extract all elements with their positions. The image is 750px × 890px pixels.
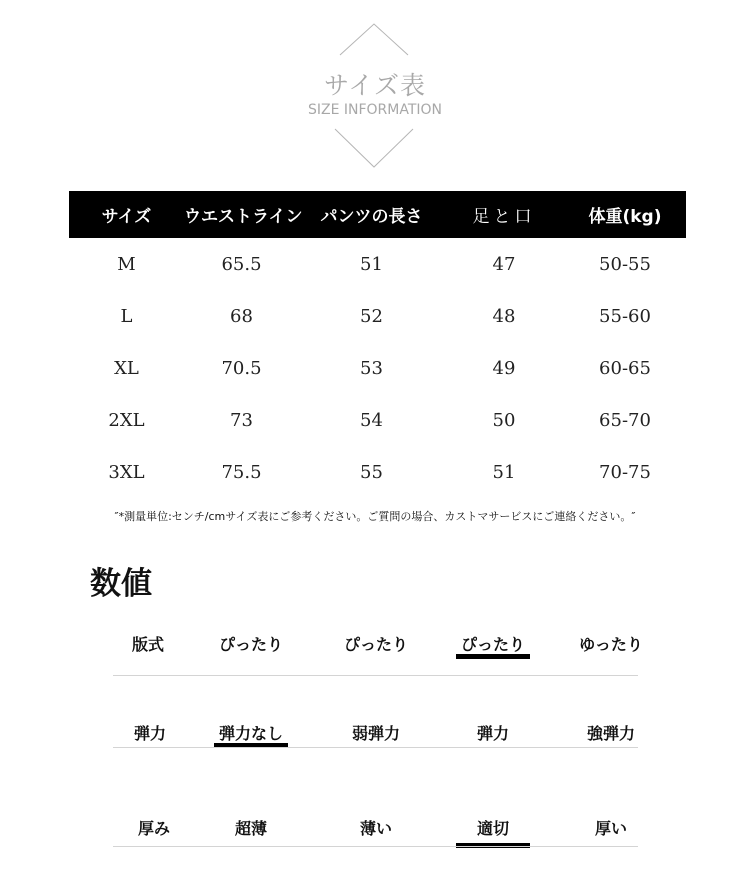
- table-row: [69, 342, 686, 394]
- table-cell: 54: [360, 409, 383, 431]
- attribute-row-thickness: [113, 816, 638, 847]
- selected-marker: [448, 654, 538, 660]
- table-cell: 48: [492, 305, 516, 327]
- attribute-option: ぴったり: [218, 635, 283, 654]
- table-row: [69, 238, 686, 290]
- attribute-option: 弾力: [476, 724, 509, 743]
- table-cell: 50-55: [599, 253, 651, 275]
- row-divider: [113, 846, 638, 847]
- attribute-option: ぴったり: [343, 635, 408, 654]
- table-cell: L: [120, 305, 133, 327]
- attribute-option: 超薄: [234, 819, 267, 838]
- column-header-waist: ウエストライン: [184, 207, 303, 227]
- column-header-weight: 体重(kg): [588, 207, 662, 227]
- attribute-option: 弾力なし: [218, 724, 283, 743]
- page-title: サイズ表: [323, 71, 426, 100]
- size-table-header: [69, 191, 686, 238]
- table-cell: 47: [492, 253, 516, 275]
- table-cell: 2XL: [108, 409, 145, 431]
- table-cell: 51: [492, 461, 516, 483]
- attribute-option: 弱弾力: [351, 724, 400, 743]
- table-cell: 75.5: [221, 461, 262, 483]
- attribute-label: 版式: [131, 635, 164, 654]
- selected-marker: [206, 743, 296, 749]
- table-cell: 55: [360, 461, 383, 483]
- attribute-row-elasticity: [113, 721, 638, 748]
- row-divider: [113, 675, 638, 676]
- table-row: [69, 290, 686, 342]
- values-section-title: 数値: [90, 566, 152, 602]
- attribute-option: ぴったり: [460, 635, 525, 654]
- attribute-label: 厚み: [137, 819, 170, 838]
- row-divider: [113, 747, 638, 748]
- table-cell: 73: [230, 409, 253, 431]
- table-cell: XL: [114, 357, 139, 379]
- attribute-option: 薄い: [359, 819, 392, 838]
- table-cell: 50: [492, 409, 516, 431]
- size-info-header: [0, 0, 750, 175]
- table-cell: 70-75: [599, 461, 651, 483]
- attribute-row-fit: [113, 632, 643, 676]
- table-cell: 70.5: [221, 357, 262, 379]
- table-cell: 51: [360, 253, 383, 275]
- table-cell: 68: [230, 305, 253, 327]
- column-header-size: サイズ: [101, 207, 152, 227]
- table-cell: 49: [492, 357, 516, 379]
- attribute-label: 弾力: [133, 724, 166, 743]
- table-cell: 60-65: [599, 357, 651, 379]
- table-cell: 65.5: [221, 253, 262, 275]
- table-cell: 65-70: [599, 409, 651, 431]
- attribute-option: 適切: [476, 819, 509, 838]
- table-cell: 55-60: [599, 305, 651, 327]
- attribute-option: ゆったり: [579, 635, 643, 654]
- table-row: [69, 446, 686, 498]
- table-cell: 53: [360, 357, 383, 379]
- table-cell: 3XL: [108, 461, 145, 483]
- column-header-leg-opening: 足と口: [472, 207, 536, 227]
- measurement-note: ″*測量単位:センチ/cmサイズ表にご参考ください。ご質問の場合、カストマサービスにご連絡ください。″: [114, 510, 636, 523]
- table-cell: 52: [360, 305, 383, 327]
- attribute-option: 厚い: [594, 819, 627, 838]
- column-header-pants-length: パンツの長さ: [320, 207, 423, 227]
- table-row: [69, 394, 686, 446]
- size-table: [69, 191, 686, 498]
- attribute-option: 強弾力: [586, 724, 635, 743]
- table-cell: M: [117, 253, 136, 275]
- page-subtitle: SIZE INFORMATION: [307, 102, 443, 118]
